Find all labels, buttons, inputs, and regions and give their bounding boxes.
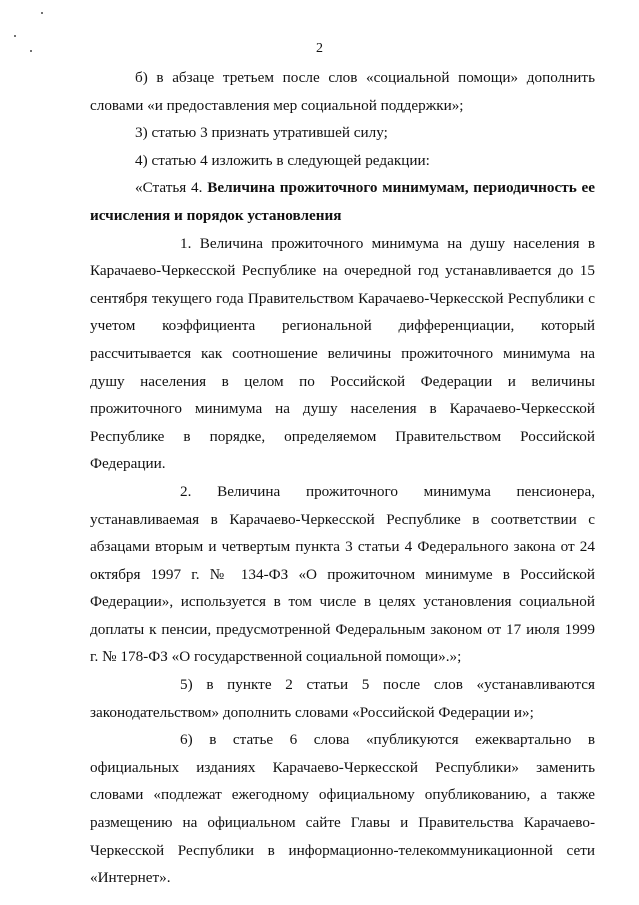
scan-speck [41,12,43,14]
clause-number: 1. [180,234,192,252]
article-heading [90,174,595,229]
clause-text: Величина прожиточного минимума пенсионера, устанавливаемая в Карачаево-Черкесской Республике в соответствии с абзацами вторым и четвертым пункта 3 статьи 4 Федерального закона от 24 октября 1997 г. № 134-ФЗ «О прожиточном минимуме в Российской Федерации», используется в том числе в целях установления социальной доплаты к пенсии, предусмотренной Федеральным законом от 17 июля 1999 г. № 178-ФЗ «О государственной социальной помощи».»; [90,482,595,666]
scan-speck [14,35,16,37]
paragraph-text: в пункте 2 статьи 5 после слов «устанавливаются законодательством» дополнить словами «Российской Федерации и»; [90,676,596,721]
clause-text: Величина прожиточного минимума на душу населения в Карачаево-Черкесской Республике на очередной год устанавливается до 15 сентября текущего года Правительством Карачаево-Черкесской Республики с учетом коэффициента региональной дифференциации, который рассчитывается как соотношение величины прожиточного минимума на душу населения в целом по Российской Федерации и величины прожиточного минимума на душу населения в Карачаево-Черкесской Республике в порядке, определяемом Правительством Российской Федерации. [90,234,595,473]
document-body [90,64,595,892]
paragraph-item-6 [90,726,595,892]
item-number: 6) [180,731,193,749]
paragraph-text: в статье 6 слова «публикуются ежеквартально в официальных изданиях Карачаево-Черкесской Республики» заменить словами «подлежат ежегодному официальному опубликованию, а также размещению на официальном сайте Главы и Правительства Карачаево-Черкесской Республики в информационно-телекоммуникационной сети «Интернет». [90,731,595,887]
article-title: Величина прожиточного минимумам, периодичность ее исчисления и порядок установления [90,179,595,224]
clause-number: 2. [180,482,192,500]
clause-2 [90,478,595,671]
item-number: 5) [180,676,193,694]
paragraph-item-b [90,64,595,119]
paragraph-item-3 [90,119,595,147]
page-number: 2 [316,41,323,56]
paragraph-item-4 [90,147,595,175]
paragraph-item-5 [90,671,595,726]
article-label: «Статья 4. [135,179,208,197]
paragraph-text: 3) статью 3 признать утратившей силу; [135,124,388,142]
paragraph-text: б) в абзаце третьем после слов «социальной помощи» дополнить словами «и предоставления мер социальной поддержки»; [90,69,595,114]
paragraph-text: 4) статью 4 изложить в следующей редакции: [135,151,430,169]
clause-1 [90,230,595,478]
